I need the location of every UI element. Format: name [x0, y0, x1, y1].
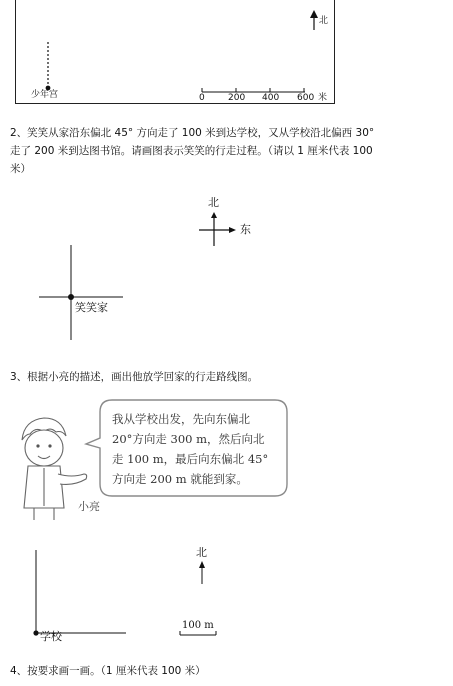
- q2-home-label: 笑笑家: [75, 301, 108, 314]
- q2-line-2: 走了 200 米到达图书馆。请画图表示笑笑的行走过程。（请以 1 厘米代表 100: [10, 145, 373, 157]
- scale-unit: 米: [318, 93, 328, 103]
- map1-north-label: 北: [319, 16, 329, 26]
- q2-north-label: 北: [208, 196, 219, 209]
- school-dot: [33, 630, 38, 635]
- q2-line-1: 2、笑笑从家沿东偏北 45° 方向走了 100 米到达学校，又从学校沿北偏西 30°: [10, 127, 375, 139]
- q2-east-label: 东: [240, 223, 251, 236]
- bubble-line-3: 走 100 m，最后向东偏北 45°: [112, 452, 269, 466]
- q3-title: 3、根据小亮的描述，画出他放学回家的行走路线图。: [10, 371, 259, 383]
- school-label: 学校: [40, 630, 62, 643]
- bubble-line-2: 20°方向走 300 m，然后向北: [112, 432, 265, 446]
- boy-figure: [22, 418, 87, 520]
- q3-north-arrow-icon: [199, 561, 205, 568]
- scale-tick-400: 400: [262, 93, 280, 103]
- q2-line-3: 米）: [10, 163, 31, 175]
- map1-place-label: 少年宫: [31, 90, 59, 100]
- q3-north-label: 北: [196, 546, 207, 559]
- scale-tick-200: 200: [228, 93, 246, 103]
- q3-scale-label: 100 m: [182, 620, 214, 631]
- q4-title: 4、按要求画一画。（1 厘米代表 100 米）: [10, 665, 206, 677]
- boy-name: 小亮: [78, 500, 100, 513]
- scale-tick-600: 600: [297, 93, 315, 103]
- bubble-line-4: 方向走 200 m 就能到家。: [112, 472, 248, 486]
- bubble-line-1: 我从学校出发，先向东偏北: [112, 412, 250, 426]
- scale-tick-0: 0: [199, 93, 205, 103]
